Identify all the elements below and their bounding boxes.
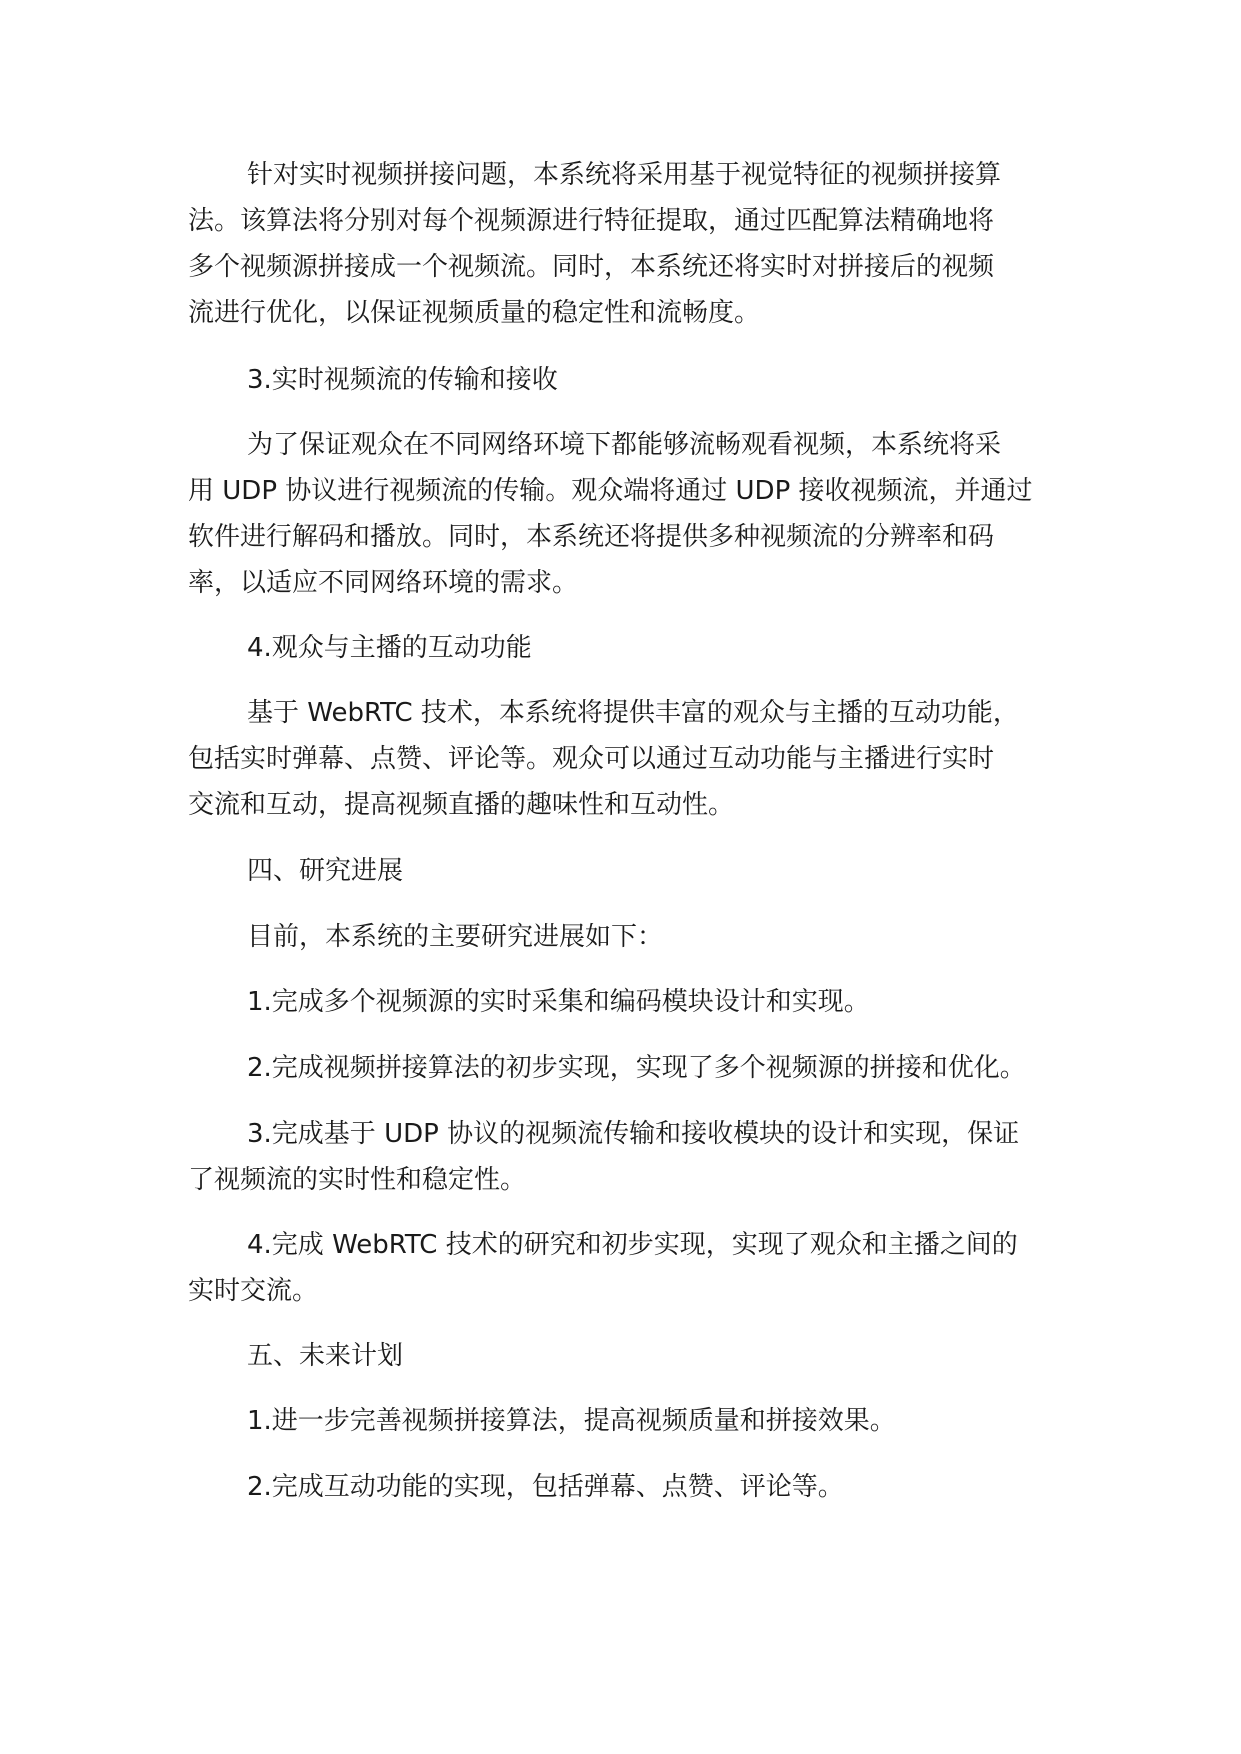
text-line: 包括实时弹幕、点赞、评论等。观众可以通过互动功能与主播进行实时 xyxy=(188,744,995,774)
heading-text: 4.观众与主播的互动功能 xyxy=(247,633,532,663)
text-line: 3.完成基于 UDP 协议的视频流传输和接收模块的设计和实现，保证 xyxy=(247,1119,1020,1149)
text-line: 1.完成多个视频源的实时采集和编码模块设计和实现。 xyxy=(247,987,870,1017)
progress-item-2 xyxy=(188,1045,1026,1091)
text-line: 实时交流。 xyxy=(188,1276,319,1306)
section-heading-progress xyxy=(188,848,403,894)
progress-item-3 xyxy=(188,1111,1019,1203)
text-line: 2.完成互动功能的实现，包括弹幕、点赞、评论等。 xyxy=(247,1472,844,1502)
heading-text: 五、未来计划 xyxy=(247,1341,404,1371)
progress-item-4 xyxy=(188,1222,1018,1314)
future-item-1 xyxy=(188,1398,896,1444)
text-line: 多个视频源拼接成一个视频流。同时，本系统还将实时对拼接后的视频 xyxy=(188,252,995,282)
text-line: 用 UDP 协议进行视频流的传输。观众端将通过 UDP 接收视频流，并通过 xyxy=(188,476,1033,506)
progress-item-1 xyxy=(188,979,870,1025)
heading-text: 3.实时视频流的传输和接收 xyxy=(247,365,558,395)
text-line: 为了保证观众在不同网络环境下都能够流畅观看视频，本系统将采 xyxy=(247,430,1002,460)
text-line: 2.完成视频拼接算法的初步实现，实现了多个视频源的拼接和优化。 xyxy=(247,1053,1026,1083)
text-line: 基于 WebRTC 技术，本系统将提供丰富的观众与主播的互动功能， xyxy=(247,698,1019,728)
section-heading-future xyxy=(188,1333,403,1379)
text-line: 率，以适应不同网络环境的需求。 xyxy=(188,568,579,598)
paragraph-progress-intro xyxy=(188,914,663,960)
future-item-2 xyxy=(188,1464,844,1510)
text-line: 流进行优化，以保证视频质量的稳定性和流畅度。 xyxy=(188,298,761,328)
paragraph-webrtc xyxy=(188,690,1019,828)
text-line: 1.进一步完善视频拼接算法，提高视频质量和拼接效果。 xyxy=(247,1406,896,1436)
text-line: 软件进行解码和播放。同时，本系统还将提供多种视频流的分辨率和码 xyxy=(188,522,995,552)
heading-text: 四、研究进展 xyxy=(247,856,404,886)
text-line: 交流和互动，提高视频直播的趣味性和互动性。 xyxy=(188,790,735,820)
heading-interaction xyxy=(188,625,532,671)
text-line: 了视频流的实时性和稳定性。 xyxy=(188,1165,527,1195)
paragraph-udp-transmission xyxy=(188,422,1033,606)
paragraph-stitching-algorithm xyxy=(188,152,1001,336)
text-line: 目前，本系统的主要研究进展如下： xyxy=(247,922,664,952)
text-line: 针对实时视频拼接问题，本系统将采用基于视觉特征的视频拼接算 xyxy=(247,160,1002,190)
heading-transmission xyxy=(188,357,558,403)
text-line: 法。该算法将分别对每个视频源进行特征提取，通过匹配算法精确地将 xyxy=(188,206,995,236)
text-line: 4.完成 WebRTC 技术的研究和初步实现，实现了观众和主播之间的 xyxy=(247,1230,1018,1260)
